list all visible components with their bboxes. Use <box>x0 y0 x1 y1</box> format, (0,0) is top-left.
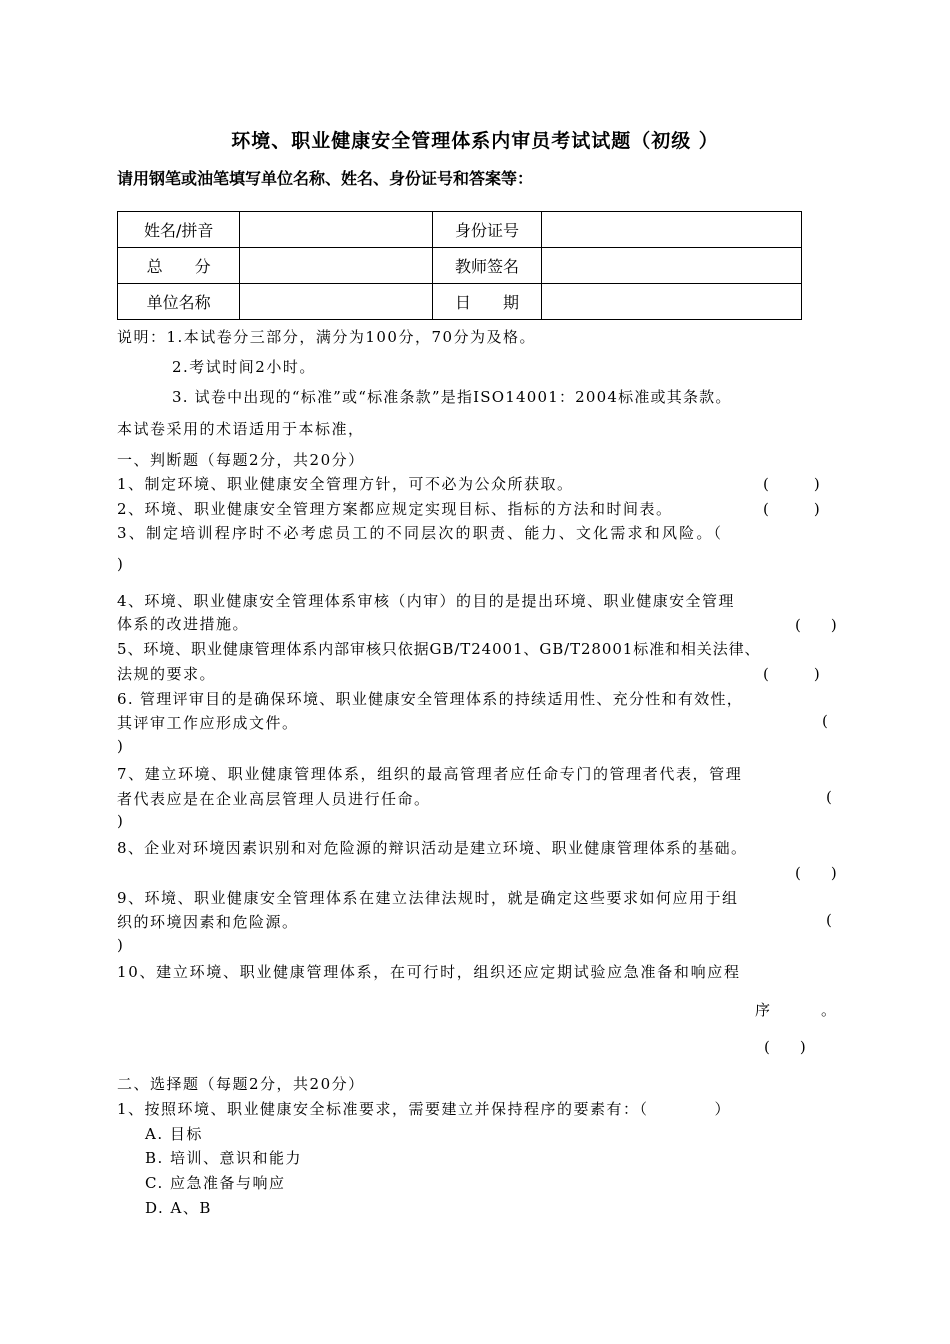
date-field[interactable] <box>542 284 802 320</box>
note-2: 2.考试时间2小时。 <box>172 358 316 376</box>
answer-blank-9-open[interactable]: ( <box>826 911 832 929</box>
answer-blank-8[interactable]: ( ) <box>795 864 837 882</box>
judgment-question-6-line1: 6. 管理评审目的是确保环境、职业健康安全管理体系的持续适用性、充分性和有效性， <box>117 690 744 708</box>
answer-blank-7-open[interactable]: ( <box>826 788 832 806</box>
answer-blank-6-open[interactable]: ( <box>822 712 828 730</box>
date-label: 日 期 <box>432 284 541 320</box>
choice-option-c[interactable]: C. 应急准备与响应 <box>145 1174 286 1192</box>
judgment-question-10-line2: 序 。 <box>755 1001 838 1019</box>
choice-option-d[interactable]: D. A、B <box>145 1199 212 1217</box>
name-field[interactable] <box>240 212 432 248</box>
section2-heading: 二、选择题（每题2分，共20分） <box>117 1075 365 1093</box>
choice-question-1: 1、按照环境、职业健康安全标准要求，需要建立并保持程序的要素有：（ ） <box>117 1100 732 1118</box>
teacher-signature-label: 教师签名 <box>432 248 541 284</box>
id-number-field[interactable] <box>542 212 802 248</box>
judgment-question-6-line2: 其评审工作应形成文件。 <box>117 714 299 732</box>
unit-name-field[interactable] <box>240 284 432 320</box>
note-1: 说明：1.本试卷分三部分，满分为100分，70分为及格。 <box>117 328 537 346</box>
judgment-question-9-line1: 9、环境、职业健康安全管理体系在建立法律法规时，就是确定这些要求如何应用于组 <box>117 889 739 907</box>
answer-blank-7-close[interactable]: ) <box>117 812 123 830</box>
answer-blank-3-close[interactable]: ) <box>117 555 123 573</box>
judgment-question-5-line2: 法规的要求。 <box>117 665 217 683</box>
judgment-question-1: 1、制定环境、职业健康安全管理方针，可不必为公众所获取。 <box>117 475 574 493</box>
teacher-signature-field[interactable] <box>542 248 802 284</box>
section1-heading: 一、判断题（每题2分，共20分） <box>117 451 365 469</box>
fill-instruction: 请用钢笔或油笔填写单位名称、姓名、身份证号和答案等： <box>117 169 534 188</box>
judgment-question-10-line1: 10、建立环境、职业健康管理体系，在可行时，组织还应定期试验应急准备和响应程 <box>117 963 741 981</box>
answer-blank-10[interactable]: ( ) <box>764 1038 806 1056</box>
answer-blank-9-close[interactable]: ) <box>117 936 123 954</box>
page-title: 环境、职业健康安全管理体系内审员考试试题（初级 ） <box>231 130 719 152</box>
judgment-question-4-line1: 4、环境、职业健康安全管理体系审核（内审）的目的是提出环境、职业健康安全管理 <box>117 592 735 610</box>
total-score-label: 总 分 <box>118 248 240 284</box>
answer-blank-6-close[interactable]: ) <box>117 737 123 755</box>
info-table <box>117 211 802 320</box>
note-4: 本试卷采用的术语适用于本标准， <box>117 420 365 438</box>
judgment-question-8: 8、企业对环境因素识别和对危险源的辩识活动是建立环境、职业健康管理体系的基础。 <box>117 839 748 857</box>
answer-blank-2[interactable]: ( ) <box>763 500 820 518</box>
judgment-question-7-line2: 者代表应是在企业高层管理人员进行任命。 <box>117 790 431 808</box>
choice-option-a[interactable]: A. 目标 <box>145 1125 203 1143</box>
answer-blank-5[interactable]: ( ) <box>763 665 820 683</box>
answer-blank-1[interactable]: ( ) <box>763 475 820 493</box>
judgment-question-5-line1: 5、环境、职业健康管理体系内部审核只依据GB/T24001、GB/T28001标准和相关法律、 <box>117 640 761 658</box>
judgment-question-4-line2: 体系的改进措施。 <box>117 615 250 633</box>
answer-blank-4[interactable]: ( ) <box>795 616 837 634</box>
judgment-question-9-line2: 织的环境因素和危险源。 <box>117 913 299 931</box>
unit-name-label: 单位名称 <box>118 284 240 320</box>
judgment-question-2: 2、环境、职业健康安全管理方案都应规定实现目标、指标的方法和时间表。 <box>117 500 673 518</box>
judgment-question-7-line1: 7、建立环境、职业健康管理体系，组织的最高管理者应任命专门的管理者代表，管理 <box>117 765 743 783</box>
name-label: 姓名/拼音 <box>118 212 240 248</box>
judgment-question-3: 3、制定培训程序时不必考虑员工的不同层次的职责、能力、文化需求和风险。（ <box>117 524 724 542</box>
total-score-field[interactable] <box>240 248 432 284</box>
id-number-label: 身份证号 <box>432 212 541 248</box>
note-3: 3. 试卷中出现的“标准”或“标准条款”是指ISO14001：2004标准或其条款。 <box>172 388 732 406</box>
choice-option-b[interactable]: B. 培训、意识和能力 <box>145 1149 303 1167</box>
